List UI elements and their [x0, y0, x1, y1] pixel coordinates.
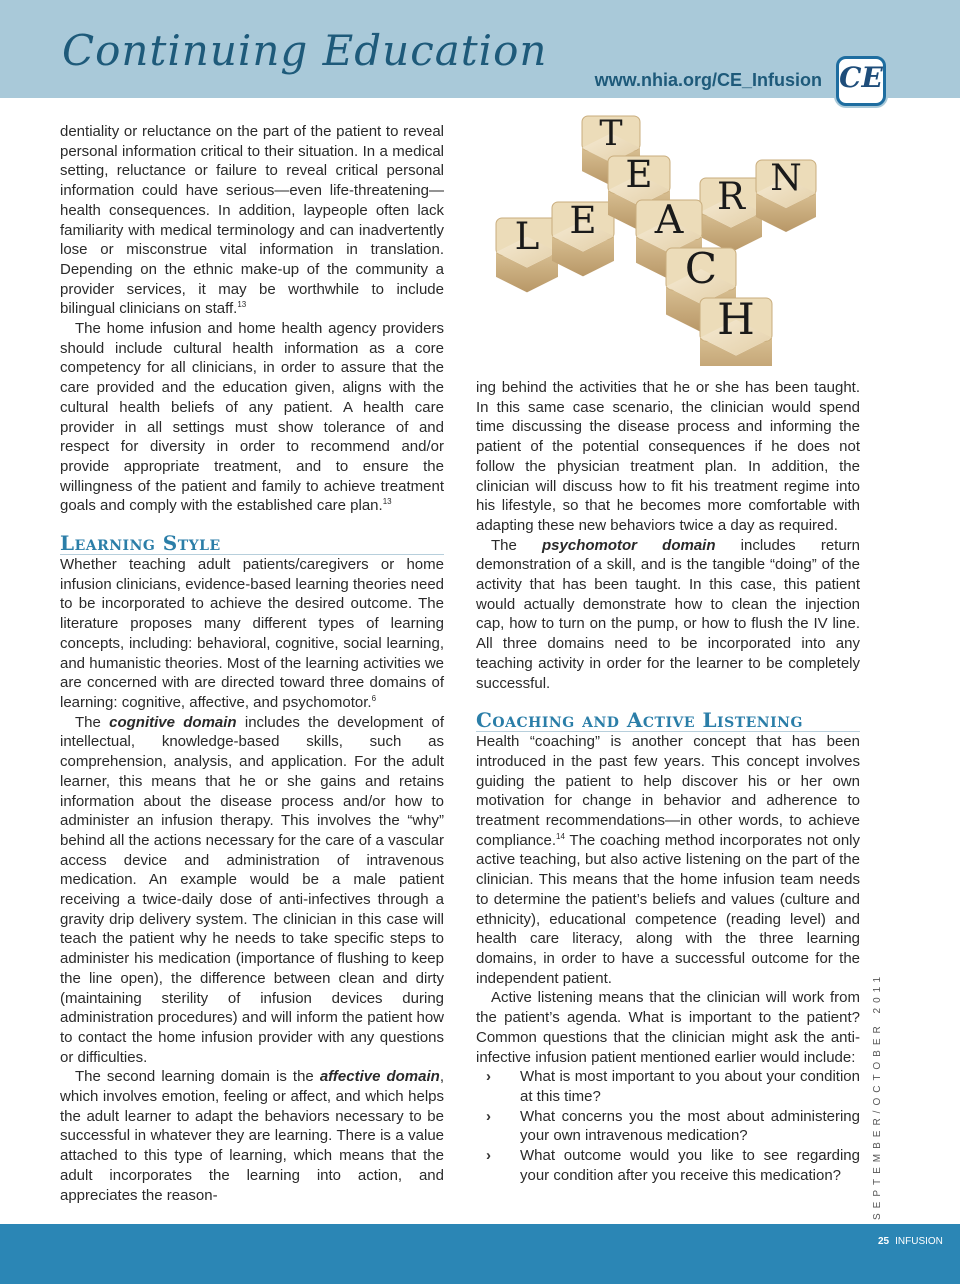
page-number: 25	[878, 1236, 890, 1247]
ce-logo-icon	[836, 56, 886, 106]
block-letter: R	[717, 174, 745, 218]
left-column	[60, 122, 444, 1205]
paragraph: Health “coaching” is another concept that has been introduced in the past few years. This concept involves guiding the patient to help discover his or her own motivation for change in behavior and adherence to treatment recommendations—in other words, to achieve compliance.$^{14}$ The coaching method incorporates not only active teaching, but also active listening on the part of the clinician. This means that the home infusion team needs to determine the patient’s beliefs and values (culture and ethnicity), educational competence (reading level) and health care literacy, along with the three learning domains, in order to have a successful outcome for the independent patient.	[476, 733, 860, 987]
block-letter: L	[514, 214, 540, 258]
paragraph: The second learning domain is the affective domain, which involves emotion, feeling or affect, and which helps the adult learner to adapt the behaviors necessary to be successful in whatever they are learning. There is a value attached to this type of learning, which means that the adult incorporates the learning into action, and appreciates the reason-	[60, 1068, 444, 1204]
paragraph: ing behind the activities that he or she has been taught. In this same case scenario, the clinician would spend time discussing the disease process and informing the patient of the potential consequences if he does not follow the physician treatment plan. In addition, the clinician will discuss how to fit his treatment regime into his lifestyle, so that he becomes more comfortable with adapting these new behaviors twice a day as required.	[476, 379, 860, 534]
section-heading-learning-style: Learning Style	[60, 532, 444, 555]
list-item: › What is most important to you about your condition at this time?	[486, 1068, 860, 1105]
publication-name: INFUSION	[895, 1236, 943, 1247]
learn-block	[496, 214, 558, 292]
blocks-group	[496, 114, 816, 366]
block-letter: E	[569, 198, 597, 242]
footer-page-info	[878, 1236, 943, 1247]
teach-learn-blocks-image	[490, 108, 830, 366]
ce-logo-text: CE	[839, 61, 883, 94]
paragraph: dentiality or reluctance on the part of the patient to reveal personal information critical to their situation. In a medical setting, reluctance or failure to reveal critical personal information could have serious—even life-threatening—health consequences. In addition, laypeople often lack familiarity with medical terminology and can inadvertently lose or misconstrue vital information in translation. Depending on the ethnic make-up of the community a provider services, it may be worthwhile to include bilingual clinicians on staff.$^{13}$	[60, 123, 444, 318]
learn-block	[700, 174, 762, 252]
paragraph: The psychomotor domain includes return demonstration of a skill, and is the tangible “doing” of the activity that has been taught. In this case, this patient would actually demonstrate how to clean the injection cap, how to turn on the pump, or how to flush the IV line. All three domains need to be incorporated into any teaching activity in order for the learner to be completely successful.	[476, 536, 861, 692]
page-footer	[0, 1224, 960, 1284]
block-letter: H	[717, 295, 755, 345]
paragraph: Whether teaching adult patients/caregivers or home infusion clinicians, evidence-based learning theories need to be incorporated to achieve the desired outcome. The literature proposes many different types of learning concepts, including: behavioral, cognitive, social learning, and humanistic theories. Most of the learning activities we are concerned with are directed toward three domains of learning: cognitive, affective, and psychomotor.$^6$	[60, 556, 444, 711]
block-letter: C	[684, 244, 718, 293]
section-heading-coaching: Coaching and Active Listening	[476, 709, 860, 732]
header-url-link[interactable]: www.nhia.org/CE_Infusion	[594, 70, 822, 90]
page-header	[0, 0, 960, 98]
issue-date-vertical: SEPTEMBER/OCTOBER 2011	[872, 971, 883, 1220]
chevron-right-icon: ›	[486, 1068, 491, 1086]
block-letter: A	[654, 197, 684, 243]
list-item: › What concerns you the most about administering your own intravenous medication?	[486, 1107, 860, 1145]
paragraph: The cognitive domain includes the development of intellectual, knowledge-based skills, such as comprehension, analysis, and application. For the adult learner, this means that he or she gains and retains information about the disease process and/or how to administer an infusion therapy. This involves the “why” behind all the actions necessary for the care of a vascular access device and administration of intravenous medication. An example would be a male patient receiving a twice-daily dose of anti-infectives through a gravity drip delivery system. The clinician in this case will teach the patient why he needs to take specific steps to administer his medication (importance of flushing to keep the line open), the difference between clean and dirty (maintaining sterility of infusion devices during administration procedures) and will inform the patient how to contact the home infusion provider with any questions or difficulties.	[60, 713, 444, 1066]
question-list	[476, 1067, 860, 1185]
list-item: › What outcome would you like to see regarding your condition after you receive this medication?	[486, 1147, 860, 1184]
block-letter: N	[770, 158, 802, 199]
teach-block	[700, 295, 772, 366]
chevron-right-icon: ›	[486, 1147, 491, 1165]
block-letter: T	[599, 114, 623, 154]
header-title: Continuing Education	[62, 26, 548, 75]
paragraph: Active listening means that the clinician will work from the patient’s agenda. What is important to the patient? Common questions that the clinician might ask the anti-infective infusion patient mentioned earlier would include:	[476, 989, 860, 1066]
paragraph: The home infusion and home health agency providers should include cultural health information as a core competency for all clinicians, in order to assure that the care provided and the education given, aligns with the cultural health beliefs of any patient. A health care provider in all settings must show tolerance of and respect for diversity in order to recommend and/or provide appropriate treatment, and to ensure the willingness of the patient and family to achieve treatment goals and comply with the established care plan.$^{13}$	[60, 320, 444, 515]
chevron-right-icon: ›	[486, 1107, 491, 1125]
block-letter: E	[625, 152, 653, 196]
right-column	[476, 378, 860, 1185]
learn-block	[756, 158, 816, 232]
learn-block	[552, 198, 614, 276]
